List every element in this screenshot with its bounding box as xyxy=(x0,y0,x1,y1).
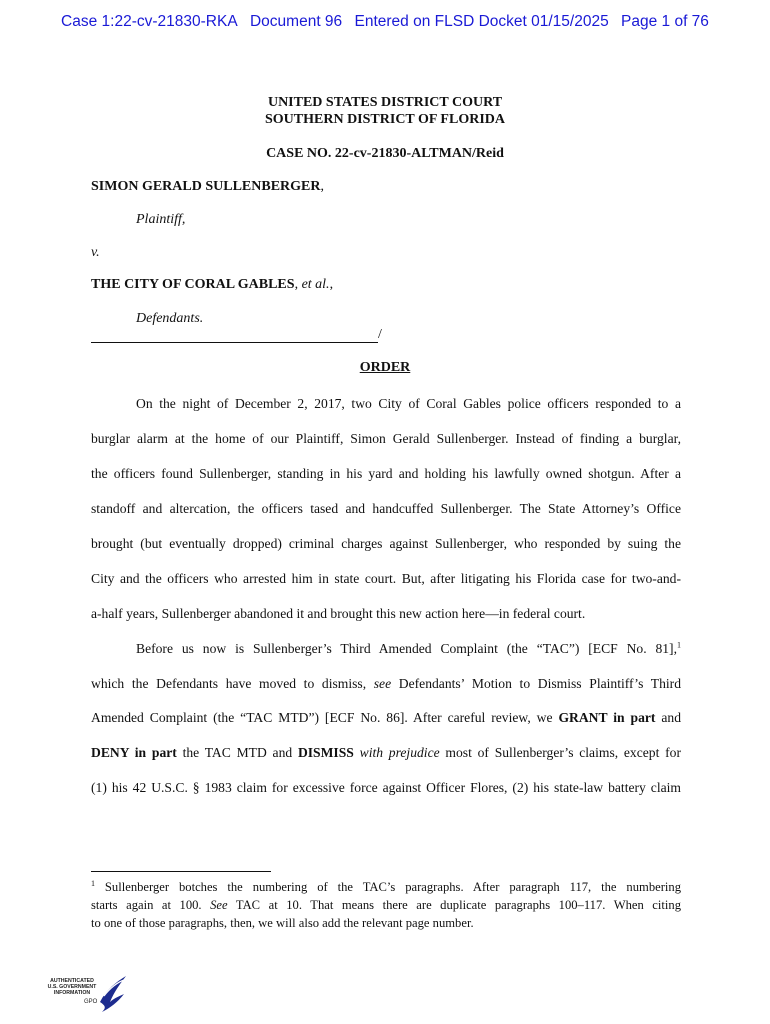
deny-in-part: DENY in part xyxy=(91,745,177,760)
paragraph-1-line: burglar alarm at the home of our Plaintiff, Simon Gerald Sullenberger. Instead of finding a burglar, xyxy=(91,431,681,446)
gpo-seal-text-line: INFORMATION xyxy=(53,990,91,997)
paragraph-1-line: On the night of December 2, 2017, two City of Coral Gables police officers responded to a xyxy=(136,396,681,411)
paragraph-2-line-1-text: Before us now is Sullenberger’s Third Amended Complaint (the “TAC”) [ECF No. 81], xyxy=(136,641,677,656)
caption-rule xyxy=(91,342,378,343)
gpo-seal-label: GPO xyxy=(84,999,98,1005)
paragraph-2-text: and xyxy=(655,710,681,725)
plaintiff-name: SIMON GERALD SULLENBERGER xyxy=(91,179,321,194)
gpo-authentication-seal xyxy=(42,972,132,1018)
footnote-line-1 xyxy=(91,880,681,895)
footnote-line-2 xyxy=(91,898,681,913)
paragraph-1-line: the officers found Sullenberger, standing in his yard and holding his lawfully owned shotgun. After a xyxy=(91,466,681,481)
footnote-text: TAC at 10. That means there are duplicate paragraphs 100–117. When citing xyxy=(227,898,681,912)
paragraph-2-text: Amended Complaint (the “TAC MTD”) [ECF No. 86]. After careful review, we xyxy=(91,710,559,725)
order-title: ORDER xyxy=(359,360,411,375)
paragraph-2-text: which the Defendants have moved to dismiss, xyxy=(91,676,374,691)
footnote-text: Sullenberger botches the numbering of the TAC’s paragraphs. After paragraph 117, the numbering xyxy=(95,880,681,894)
caption-rule-slash: / xyxy=(378,327,382,342)
plaintiff-comma: , xyxy=(320,179,324,194)
paragraph-2-text: the TAC MTD and xyxy=(176,745,298,760)
paragraph-2-line-3 xyxy=(91,710,681,726)
footnote-see-signal: See xyxy=(210,898,228,912)
see-signal: see xyxy=(373,676,392,691)
docket-header xyxy=(0,13,770,31)
case-number: CASE NO. 22-cv-21830-ALTMAN/Reid xyxy=(266,146,504,161)
paragraph-2-line-4 xyxy=(91,745,681,761)
paragraph-1-line: City and the officers who arrested him in state court. But, after litigating his Florida case for two-and- xyxy=(91,571,681,586)
paragraph-2-text: Defendants’ Motion to Dismiss Plaintiff’s Third xyxy=(391,676,681,691)
paragraph-1-line: brought (but eventually dropped) criminal charges against Sullenberger, who responded by suing the xyxy=(91,536,681,551)
docket-case-number: Case 1:22-cv-21830-RKA xyxy=(61,13,238,30)
gpo-seal-text-line: U.S. GOVERNMENT xyxy=(47,984,97,991)
gpo-seal-text xyxy=(42,978,102,997)
defendant-comma: , xyxy=(329,277,334,292)
gpo-eagle-icon xyxy=(94,972,128,1016)
plaintiff-line xyxy=(91,179,324,195)
defendant-et-al: et al. xyxy=(301,277,330,292)
court-name-line2: SOUTHERN DISTRICT OF FLORIDA xyxy=(265,112,505,127)
defendant-role: Defendants. xyxy=(136,311,204,326)
with-prejudice: with prejudice xyxy=(359,745,440,760)
footnote-text: starts again at 100. xyxy=(91,898,211,912)
paragraph-2-line-5: (1) his 42 U.S.C. § 1983 claim for excessive force against Officer Flores, (2) his state-law battery claim xyxy=(91,780,681,795)
footnote-ref: 1 xyxy=(677,640,681,650)
docket-entered-date: Entered on FLSD Docket 01/15/2025 xyxy=(354,13,609,30)
dismiss: DISMISS xyxy=(297,745,354,760)
footnote-line-3: to one of those paragraphs, then, we will also add the relevant page number. xyxy=(91,916,474,930)
paragraph-2-line-2 xyxy=(91,676,681,692)
gpo-seal-text-line: AUTHENTICATED xyxy=(50,978,94,984)
paragraph-1-line: a-half years, Sullenberger abandoned it and brought this new action here—in federal court. xyxy=(91,606,586,621)
paragraph-2-line-1 xyxy=(136,641,681,657)
defendant-line xyxy=(91,277,333,293)
footnote-rule xyxy=(91,871,271,872)
defendant-name: THE CITY OF CORAL GABLES xyxy=(91,277,295,292)
defendant-separator: , xyxy=(294,277,302,292)
plaintiff-role: Plaintiff, xyxy=(136,212,186,227)
paragraph-1-line: standoff and altercation, the officers tased and handcuffed Sullenberger. The State Attorney’s Office xyxy=(91,501,681,516)
versus: v. xyxy=(91,245,100,260)
docket-document-number: Document 96 xyxy=(249,13,343,30)
grant-in-part: GRANT in part xyxy=(558,710,656,725)
footnote-number: 1 xyxy=(91,878,95,888)
docket-page-number: Page 1 of 76 xyxy=(621,13,709,30)
court-name-line1: UNITED STATES DISTRICT COURT xyxy=(267,95,503,110)
paragraph-2-text: most of Sullenberger’s claims, except for xyxy=(439,745,681,760)
